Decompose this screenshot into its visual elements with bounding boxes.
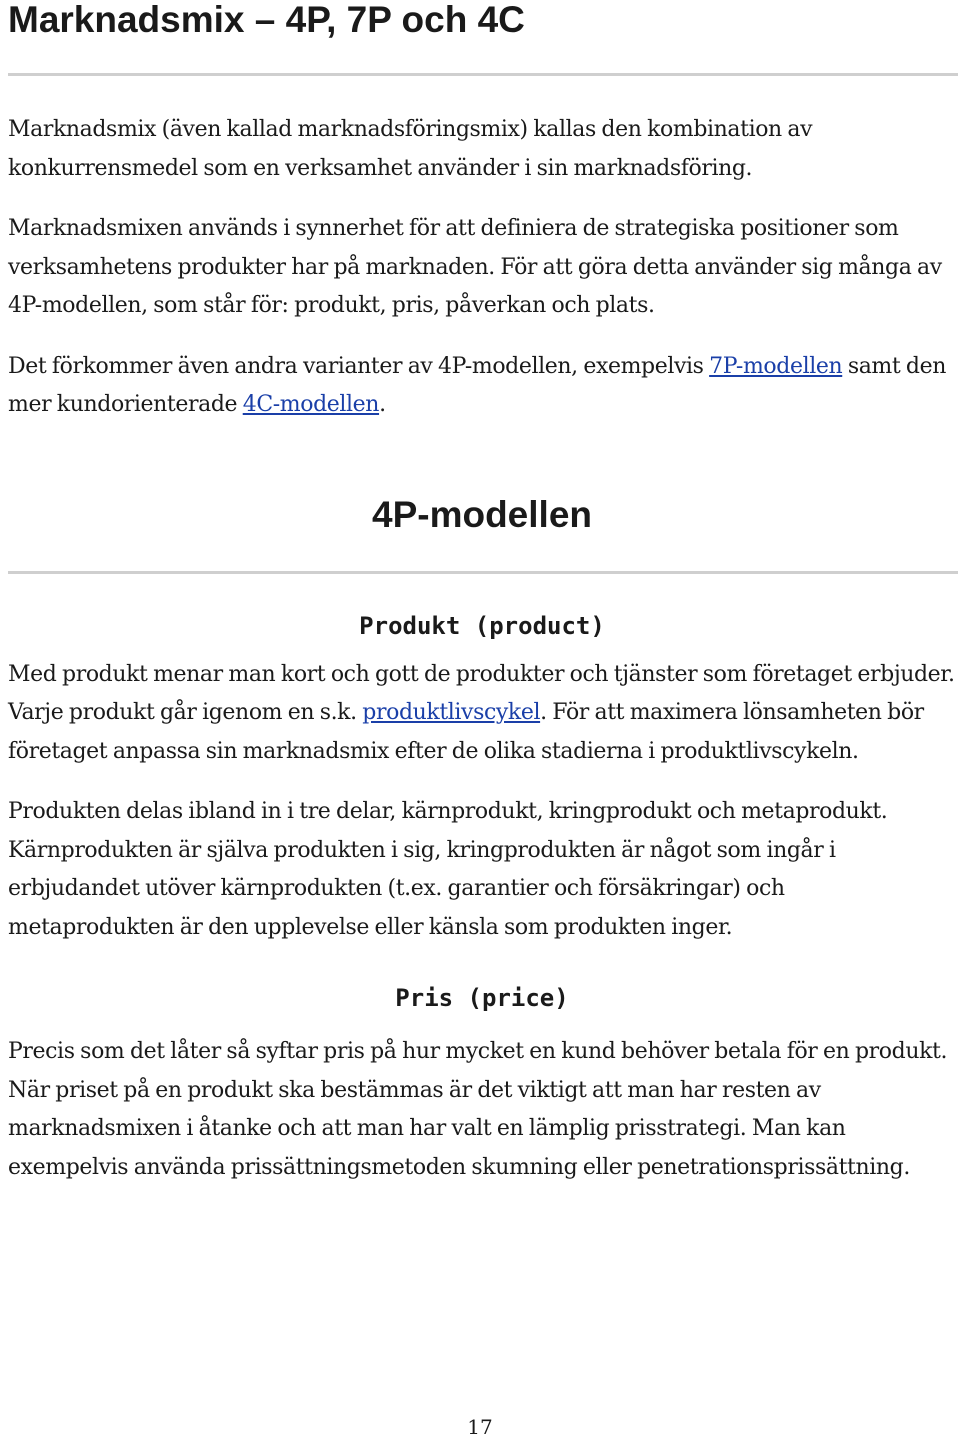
pris-paragraph: Precis som det låter så syftar pris på hur mycket en kund behöver betala för en produkt. När priset på en produkt ska bestämmas är det viktigt att man har resten av marknadsmixen i åtanke och att man har valt en lämplig prisstrategi. Man kan exempelvis använda prissättningsmetoden skumning eller penetrationsprissättning. [8, 1039, 948, 1180]
section-heading: 4P-modellen [372, 493, 592, 535]
intro-paragraph-3 [8, 348, 956, 425]
intro-text: Det förkommer även andra varianter av 4P-modellen, exempelvis [8, 353, 710, 379]
pris-heading: Pris (price) [395, 984, 569, 1012]
link-7p-modellen[interactable]: 7P-modellen [709, 353, 843, 379]
intro-text: . [379, 392, 386, 417]
produkt-text: Med produkt menar man kort och gott de produkter och tjänster som företaget erbjuder. Varje produkt går igenom en s.k. [8, 661, 955, 725]
intro-paragraph-1: Marknadsmix (även kallad marknadsföringsmix) kallas den kombination av konkurrensmedel som en verksamhet använder i sin marknadsföring. [8, 117, 813, 181]
page-title: Marknadsmix – 4P, 7P och 4C [8, 0, 525, 40]
title-divider [8, 73, 958, 76]
page-number: 17 [467, 1415, 493, 1439]
produkt-heading: Produkt (product) [359, 611, 605, 640]
section-divider [8, 571, 958, 574]
produkt-text: . För att maximera lönsamheten bör företaget anpassa sin marknadsmix efter de olika stadierna i produktlivscykeln. [8, 700, 924, 764]
link-produktlivscykel[interactable]: produktlivscykel [362, 700, 541, 725]
produkt-paragraph-2: Produkten delas ibland in i tre delar, kärnprodukt, kringprodukt och metaprodukt. Kärnprodukten är själva produkten i sig, kringprodukten är något som ingår i erbjudandet utöver kärnprodukten (t.ex. garantier och försäkringar) och metaprodukten är den upplevelse eller känsla som produkten inger. [8, 799, 888, 940]
intro-paragraph-2: Marknadsmixen används i synnerhet för att definiera de strategiska positioner som verksamhetens produkter har på marknaden. För att göra detta använder sig många av 4P-modellen, som står för: produkt, pris, påverkan och plats. [8, 216, 942, 318]
link-4c-modellen[interactable]: 4C-modellen [242, 392, 380, 417]
document-page [8, 0, 956, 1187]
produkt-paragraph-1 [8, 656, 956, 772]
intro-text: samt den mer kundorienterade [8, 353, 947, 417]
